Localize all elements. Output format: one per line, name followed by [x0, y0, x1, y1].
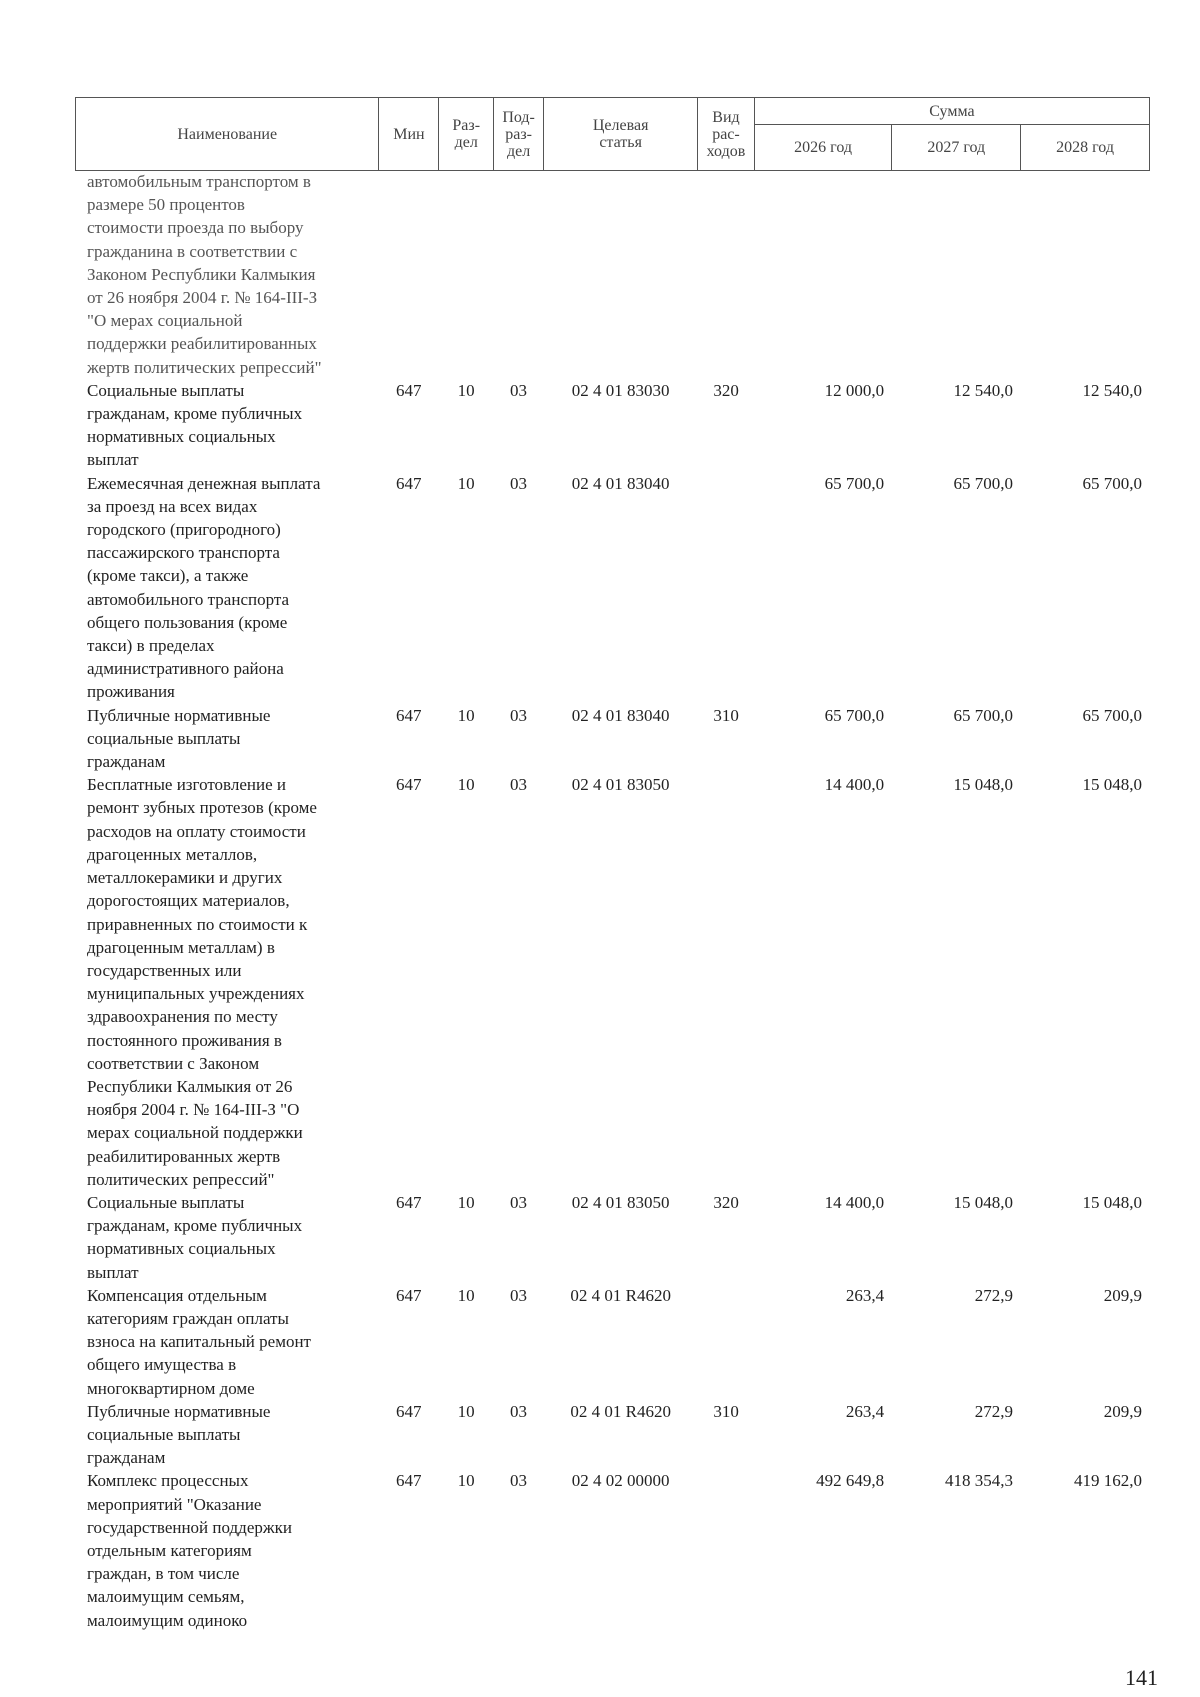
row-sum-2027: 65 700,0 — [953, 705, 1014, 725]
row-name-line: отдельным категориям — [87, 1540, 252, 1560]
table-row — [75, 472, 1150, 704]
row-name-line: металлокерамики и других — [87, 868, 283, 888]
row-sum-2026 — [754, 170, 892, 379]
row-razdel: 10 — [457, 380, 475, 400]
row-name-line: Социальные выплаты — [87, 380, 245, 400]
row-celevaya: 02 4 01 83050 — [571, 1192, 670, 1212]
row-name-line: категориям граждан оплаты — [87, 1308, 289, 1328]
row-vid: 310 — [713, 1401, 739, 1421]
header-celevaya-line: Целевая — [592, 117, 649, 134]
row-name-line: политических репрессий" — [87, 1169, 275, 1189]
table-header — [75, 97, 1150, 171]
row-sum-2028: 12 540,0 — [1082, 380, 1142, 400]
row-name-line: за проезд на всех видах — [87, 496, 258, 516]
header-podrazdel-line: Под- — [502, 108, 535, 126]
row-sum-2026: 14 400,0 — [824, 1192, 885, 1212]
row-name-line: (кроме такси), а также — [87, 566, 249, 586]
row-vid — [698, 1469, 755, 1631]
row-sum-2028: 209,9 — [1103, 1401, 1142, 1421]
row-name-line: выплат — [87, 1262, 139, 1282]
row-celevaya: 02 4 02 00000 — [571, 1471, 670, 1491]
row-sum-2026: 14 400,0 — [824, 775, 885, 795]
row-podrazdel: 03 — [510, 1285, 528, 1305]
row-min: 647 — [395, 1285, 422, 1305]
row-sum-2027 — [892, 170, 1021, 379]
row-name-line: Публичные нормативные — [87, 1401, 271, 1421]
row-sum-2028: 15 048,0 — [1082, 1192, 1142, 1212]
row-razdel: 10 — [457, 775, 475, 795]
row-name-line: от 26 ноября 2004 г. № 164-III-З — [87, 288, 318, 308]
row-sum-2027: 15 048,0 — [953, 775, 1014, 795]
row-razdel: 10 — [457, 1471, 475, 1491]
row-celevaya — [544, 170, 698, 379]
row-name-line: общего пользования (кроме — [87, 612, 288, 632]
row-name-line: социальные выплаты — [87, 1424, 241, 1444]
header-name: Наименование — [76, 98, 379, 171]
row-sum-2028: 65 700,0 — [1082, 705, 1142, 725]
row-name-line: муниципальных учреждениях — [87, 984, 305, 1004]
row-name-line: общего имущества в — [87, 1355, 237, 1375]
header-celevaya — [544, 98, 698, 171]
header-summa: Сумма — [754, 98, 1149, 125]
row-name — [75, 704, 379, 774]
row-name-line: реабилитированных жертв — [87, 1146, 281, 1166]
row-name-line: социальные выплаты — [87, 728, 241, 748]
row-name-line: Республики Калмыкия от 26 — [87, 1076, 293, 1096]
row-name — [75, 773, 379, 1191]
row-min: 647 — [395, 705, 422, 725]
row-podrazdel: 03 — [510, 380, 528, 400]
row-name-line: дорогостоящих материалов, — [87, 891, 290, 911]
row-name-line: пассажирского транспорта — [87, 543, 280, 563]
row-sum-2026: 263,4 — [845, 1285, 885, 1305]
row-name-line: ноября 2004 г. № 164-III-З "О — [87, 1100, 300, 1120]
row-podrazdel: 03 — [510, 705, 528, 725]
row-podrazdel: 03 — [510, 775, 528, 795]
row-sum-2026: 263,4 — [845, 1401, 885, 1421]
row-sum-2026: 65 700,0 — [824, 473, 885, 493]
row-celevaya: 02 4 01 83050 — [571, 775, 670, 795]
row-razdel: 10 — [457, 705, 475, 725]
header-razdel-line: Раз- — [452, 117, 481, 134]
row-name-line: городского (пригородного) — [87, 520, 281, 540]
row-podrazdel: 03 — [510, 1192, 528, 1212]
row-name-line: "О мерах социальной — [87, 311, 243, 331]
row-name-line: выплат — [87, 450, 139, 470]
row-name-line: стоимости проезда по выбору — [87, 218, 304, 238]
row-name-line: Ежемесячная денежная выплата — [87, 473, 321, 493]
row-name-line: нормативных социальных — [87, 427, 276, 447]
row-sum-2028 — [1021, 170, 1150, 379]
row-celevaya: 02 4 01 R4620 — [570, 1285, 671, 1305]
header-vid-line: ходов — [706, 142, 746, 160]
row-razdel: 10 — [457, 1285, 475, 1305]
row-sum-2028: 419 162,0 — [1074, 1471, 1142, 1491]
row-vid: 320 — [713, 1192, 739, 1212]
row-name-line: многоквартирном доме — [87, 1378, 255, 1398]
row-name-line: мероприятий "Оказание — [87, 1494, 262, 1514]
row-name-line: нормативных социальных — [87, 1239, 276, 1259]
row-name-line: Публичные нормативные — [87, 705, 271, 725]
row-name-line: драгоценных металлов, — [87, 844, 258, 864]
row-name-line: государственных или — [87, 960, 242, 980]
row-name-line: гражданам — [87, 1448, 166, 1468]
row-name-line: государственной поддержки — [87, 1517, 292, 1537]
row-celevaya: 02 4 01 83040 — [571, 705, 670, 725]
row-sum-2026: 492 649,8 — [816, 1471, 885, 1491]
header-razdel — [439, 98, 494, 171]
row-min: 647 — [395, 380, 422, 400]
header-podrazdel-line: раз- — [505, 125, 532, 143]
header-vid-line: Вид — [712, 108, 740, 126]
row-min: 647 — [395, 1192, 422, 1212]
row-sum-2028: 65 700,0 — [1082, 473, 1142, 493]
row-razdel — [439, 170, 494, 379]
table-row — [75, 704, 1150, 774]
row-vid: 310 — [713, 705, 739, 725]
row-vid — [698, 1284, 755, 1400]
row-sum-2027: 272,9 — [974, 1401, 1014, 1421]
row-sum-2026: 65 700,0 — [824, 705, 885, 725]
row-name-line: приравненных по стоимости к — [87, 914, 308, 934]
row-name-line: драгоценным металлам) в — [87, 937, 275, 957]
row-name-line: ремонт зубных протезов (кроме — [87, 798, 317, 818]
row-sum-2028: 15 048,0 — [1082, 775, 1142, 795]
row-vid — [698, 472, 755, 704]
table-row — [75, 1191, 1150, 1284]
row-min: 647 — [395, 775, 422, 795]
row-razdel: 10 — [457, 1192, 475, 1212]
header-min: Мин — [379, 98, 439, 171]
row-name-line: взноса на капитальный ремонт — [87, 1332, 311, 1352]
row-sum-2027: 12 540,0 — [953, 380, 1014, 400]
row-sum-2027: 15 048,0 — [953, 1192, 1014, 1212]
table-row — [75, 1400, 1150, 1470]
table-row — [75, 379, 1150, 472]
row-name-line: гражданам, кроме публичных — [87, 1216, 303, 1236]
row-celevaya: 02 4 01 83040 — [571, 473, 670, 493]
row-sum-2027: 65 700,0 — [953, 473, 1014, 493]
row-name-line: Законом Республики Калмыкия — [87, 264, 316, 284]
row-name-line: автомобильного транспорта — [87, 589, 290, 609]
row-name — [75, 379, 379, 472]
row-name — [75, 170, 379, 379]
row-name-line: здравоохранения по месту — [87, 1007, 278, 1027]
row-name-line: гражданина в соответствии с — [87, 241, 298, 261]
row-podrazdel — [493, 170, 543, 379]
row-min: 647 — [395, 1471, 422, 1491]
row-celevaya: 02 4 01 83030 — [571, 380, 670, 400]
table-row — [75, 1469, 1150, 1631]
header-year-2027: 2027 год — [892, 125, 1021, 171]
header-razdel-line: дел — [454, 134, 478, 151]
row-name-line: постоянного проживания в — [87, 1030, 282, 1050]
header-year-2028: 2028 год — [1021, 125, 1150, 171]
row-min: 647 — [395, 473, 422, 493]
row-name-line: соответствии с Законом — [87, 1053, 260, 1073]
row-name — [75, 472, 379, 704]
row-name-line: гражданам — [87, 752, 166, 772]
header-celevaya-line: статья — [599, 134, 642, 151]
table-row — [75, 170, 1150, 379]
row-min: 647 — [395, 1401, 422, 1421]
row-name-line: гражданам, кроме публичных — [87, 404, 303, 424]
row-celevaya: 02 4 01 R4620 — [570, 1401, 671, 1421]
row-name-line: проживания — [87, 682, 175, 702]
header-year-2026: 2026 год — [754, 125, 892, 171]
header-vid — [698, 98, 755, 171]
row-name — [75, 1284, 379, 1400]
row-name-line: Бесплатные изготовление и — [87, 775, 286, 795]
header-vid-line: рас- — [712, 125, 740, 143]
row-name-line: автомобильным транспортом в — [87, 172, 311, 191]
header-podrazdel — [494, 98, 544, 171]
row-sum-2026: 12 000,0 — [824, 380, 885, 400]
row-razdel: 10 — [457, 1401, 475, 1421]
row-name — [75, 1191, 379, 1284]
row-vid — [698, 773, 755, 1191]
row-podrazdel: 03 — [510, 473, 528, 493]
row-name-line: Компенсация отдельным — [87, 1285, 267, 1305]
row-name-line: расходов на оплату стоимости — [87, 821, 306, 841]
row-name — [75, 1469, 379, 1631]
row-name-line: такси) в пределах — [87, 636, 215, 656]
row-name-line: административного района — [87, 659, 284, 679]
row-sum-2027: 272,9 — [974, 1285, 1014, 1305]
row-name-line: граждан, в том числе — [87, 1564, 240, 1584]
row-name-line: размере 50 процентов — [87, 195, 245, 215]
row-vid: 320 — [713, 380, 739, 400]
table-row — [75, 773, 1150, 1191]
row-sum-2028: 209,9 — [1103, 1285, 1142, 1305]
row-podrazdel: 03 — [510, 1401, 528, 1421]
row-name-line: мерах социальной поддержки — [87, 1123, 303, 1143]
page-number: 141 — [1125, 1665, 1158, 1690]
row-razdel: 10 — [457, 473, 475, 493]
row-name-line: поддержки реабилитированных — [87, 334, 317, 354]
row-name-line: Социальные выплаты — [87, 1192, 245, 1212]
table-row — [75, 1284, 1150, 1400]
row-name-line: малоимущим одиноко — [87, 1610, 248, 1630]
row-vid — [698, 170, 755, 379]
row-name-line: малоимущим семьям, — [87, 1587, 245, 1607]
header-podrazdel-line: дел — [506, 142, 531, 160]
row-name-line: жертв политических репрессий" — [87, 357, 322, 377]
row-name — [75, 1400, 379, 1470]
row-sum-2027: 418 354,3 — [945, 1471, 1014, 1491]
row-podrazdel: 03 — [510, 1471, 528, 1491]
budget-table-body — [75, 170, 1150, 1632]
row-min — [379, 170, 439, 379]
row-name-line: Комплекс процессных — [87, 1471, 249, 1491]
